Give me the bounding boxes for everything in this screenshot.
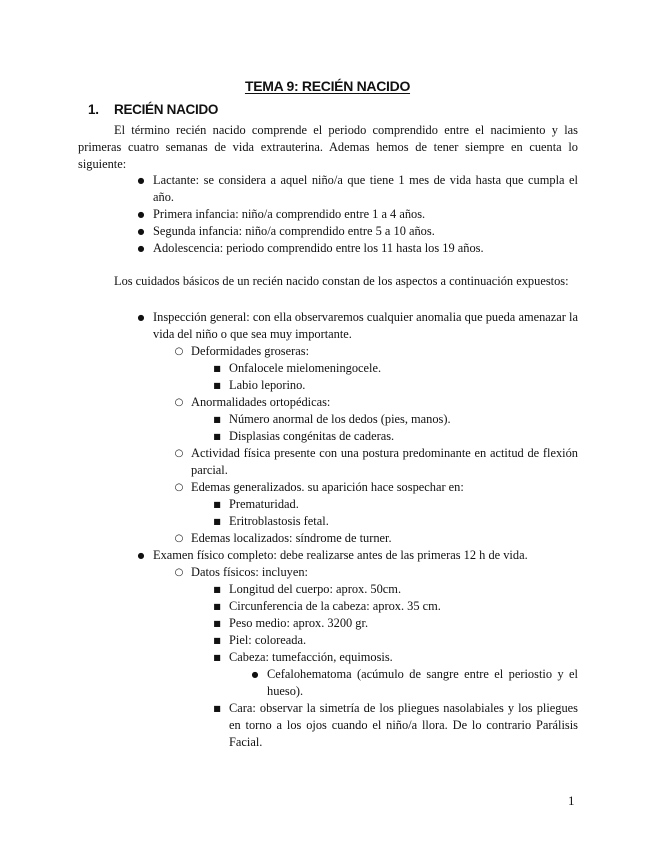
bullet-icon: ●: [137, 210, 145, 219]
section-title: RECIÉN NACIDO: [114, 102, 219, 117]
list-item: ■ Prematuridad.: [229, 496, 578, 513]
list-item: ● Adolescencia: periodo comprendido entre los 11 hasta los 19 años.: [153, 240, 578, 257]
list-item: ● Primera infancia: niño/a comprendido entre 1 a 4 años.: [153, 206, 578, 223]
list-item: ■ Circunferencia de la cabeza: aprox. 35 cm.: [229, 598, 578, 615]
section-heading: [88, 101, 218, 118]
section-number: 1.: [88, 102, 99, 117]
list-item: ■ Labio leporino.: [229, 377, 578, 394]
list-item: ■ Cara: observar la simetría de los pliegues nasolabiales y los pliegues en torno a los ojos cuando el niño/a llora. De lo contrario Parálisis Facial.: [229, 700, 578, 751]
care-intro-paragraph: Los cuidados básicos de un recién nacido constan de los aspectos a continuación expuestos:: [114, 274, 569, 288]
circle-bullet-icon: ○: [174, 346, 184, 357]
bullet-icon: ●: [137, 244, 145, 253]
list-item: ○ Datos físicos: incluyen: ■ Longitud del cuerpo: aprox. 50cm. ■ Circunferencia de la cabeza: aprox. 35 cm. ■ Peso medio: aprox. 3200 gr. ■ Piel: coloreada. ■ Cabeza: tumefacción, equimosis. ● Cefalohematoma (acúmulo de sangre entre el periostio y el hueso). ■ Cara: observar la simetría de los pliegues nasolabiales y los pliegues en torno a los ojos cuando el niño/a llora. De lo contrario Parálisis Facial.: [174, 565, 578, 749]
list-item: ● Cefalohematoma (acúmulo de sangre entre el periostio y el hueso).: [267, 666, 578, 700]
age-stages-list: [137, 172, 578, 257]
square-bullet-icon: ■: [213, 364, 221, 373]
bullet-icon: ●: [137, 313, 145, 322]
list-item: ■ Eritroblastosis fetal.: [229, 513, 578, 530]
circle-bullet-icon: ○: [174, 482, 184, 493]
square-bullet-icon: ■: [213, 500, 221, 509]
list-item: ● Lactante: se considera a aquel niño/a que tiene 1 mes de vida hasta que cumpla el año.: [153, 172, 578, 206]
list-item: ■ Cabeza: tumefacción, equimosis. ● Cefalohematoma (acúmulo de sangre entre el periostio y el hueso).: [229, 649, 578, 700]
list-item: ■ Displasias congénitas de caderas.: [229, 428, 578, 445]
square-bullet-icon: ■: [213, 653, 221, 662]
list-item: ○ Actividad física presente con una postura predominante en actitud de flexión parcial.: [174, 446, 578, 477]
care-list: [137, 309, 578, 751]
list-item: ○ Deformidades groseras: ■ Onfalocele mielomeningocele. ■ Labio leporino.: [191, 343, 578, 394]
circle-bullet-icon: ○: [174, 448, 184, 459]
square-bullet-icon: ■: [213, 517, 221, 526]
square-bullet-icon: ■: [213, 415, 221, 424]
list-item: ○ Edemas generalizados. su aparición hace sospechar en: ■ Prematuridad. ■ Eritroblastosis fetal.: [191, 479, 578, 530]
list-item: ● Segunda infancia: niño/a comprendido entre 5 a 10 años.: [153, 223, 578, 240]
square-bullet-icon: ■: [213, 585, 221, 594]
bullet-icon: ●: [251, 670, 259, 679]
list-item: ■ Peso medio: aprox. 3200 gr.: [229, 615, 578, 632]
square-bullet-icon: ■: [213, 636, 221, 645]
list-item: ■ Longitud del cuerpo: aprox. 50cm.: [229, 581, 578, 598]
page-number: 1: [568, 793, 575, 808]
list-item-inspection: ● Inspección general: con ella observaremos cualquier anomalia que pueda amenazar la vida del niño o que sea muy importante. ○ Deformidades groseras: ■ Onfalocele mielomeningocele. ■ Labio leporino. ○ Anormalidades ortopédicas: ■ Número anormal de los dedos (pies, manos). ■ Displasias congénitas de caderas. ○ Actividad física presente con una postura predominante en actitud de flexión parcial. ○ Edemas generalizados. su aparición hace sospechar en: ■ Prematuridad. ■ Eritroblastosis fetal. ○ Edemas localizados: síndrome de turner.: [153, 309, 578, 547]
list-item: ■ Onfalocele mielomeningocele.: [229, 360, 578, 377]
circle-bullet-icon: ○: [174, 533, 184, 544]
bullet-icon: ●: [137, 227, 145, 236]
intro-paragraph: El término recién nacido comprende el periodo comprendido entre el nacimiento y las primeras cuatro semanas de vida extrauterina. Ademas hemos de tener siempre en cuenta lo siguiente:: [78, 123, 578, 171]
list-item: ■ Piel: coloreada.: [229, 632, 578, 649]
square-bullet-icon: ■: [213, 619, 221, 628]
square-bullet-icon: ■: [213, 432, 221, 441]
list-item: ○ Edemas localizados: síndrome de turner.: [174, 531, 392, 545]
list-item: ○ Anormalidades ortopédicas: ■ Número anormal de los dedos (pies, manos). ■ Displasias congénitas de caderas.: [191, 394, 578, 445]
square-bullet-icon: ■: [213, 381, 221, 390]
list-item-exam: ● Examen físico completo: debe realizarse antes de las primeras 12 h de vida. ○ Datos físicos: incluyen: ■ Longitud del cuerpo: aprox. 50cm. ■ Circunferencia de la cabeza: aprox. 35 cm. ■ Peso medio: aprox. 3200 gr. ■ Piel: coloreada. ■ Cabeza: tumefacción, equimosis. ● Cefalohematoma (acúmulo de sangre entre el periostio y el hueso). ■ Cara: observar la simetría de los pliegues nasolabiales y los pliegues en torno a los ojos cuando el niño/a llora. De lo contrario Parálisis Facial.: [153, 547, 578, 751]
bullet-icon: ●: [137, 176, 145, 185]
square-bullet-icon: ■: [213, 602, 221, 611]
circle-bullet-icon: ○: [174, 567, 184, 578]
list-item: ■ Número anormal de los dedos (pies, manos).: [229, 411, 578, 428]
square-bullet-icon: ■: [213, 704, 221, 713]
circle-bullet-icon: ○: [174, 397, 184, 408]
document-title: TEMA 9: RECIÉN NACIDO: [244, 78, 411, 94]
bullet-icon: ●: [137, 551, 145, 560]
